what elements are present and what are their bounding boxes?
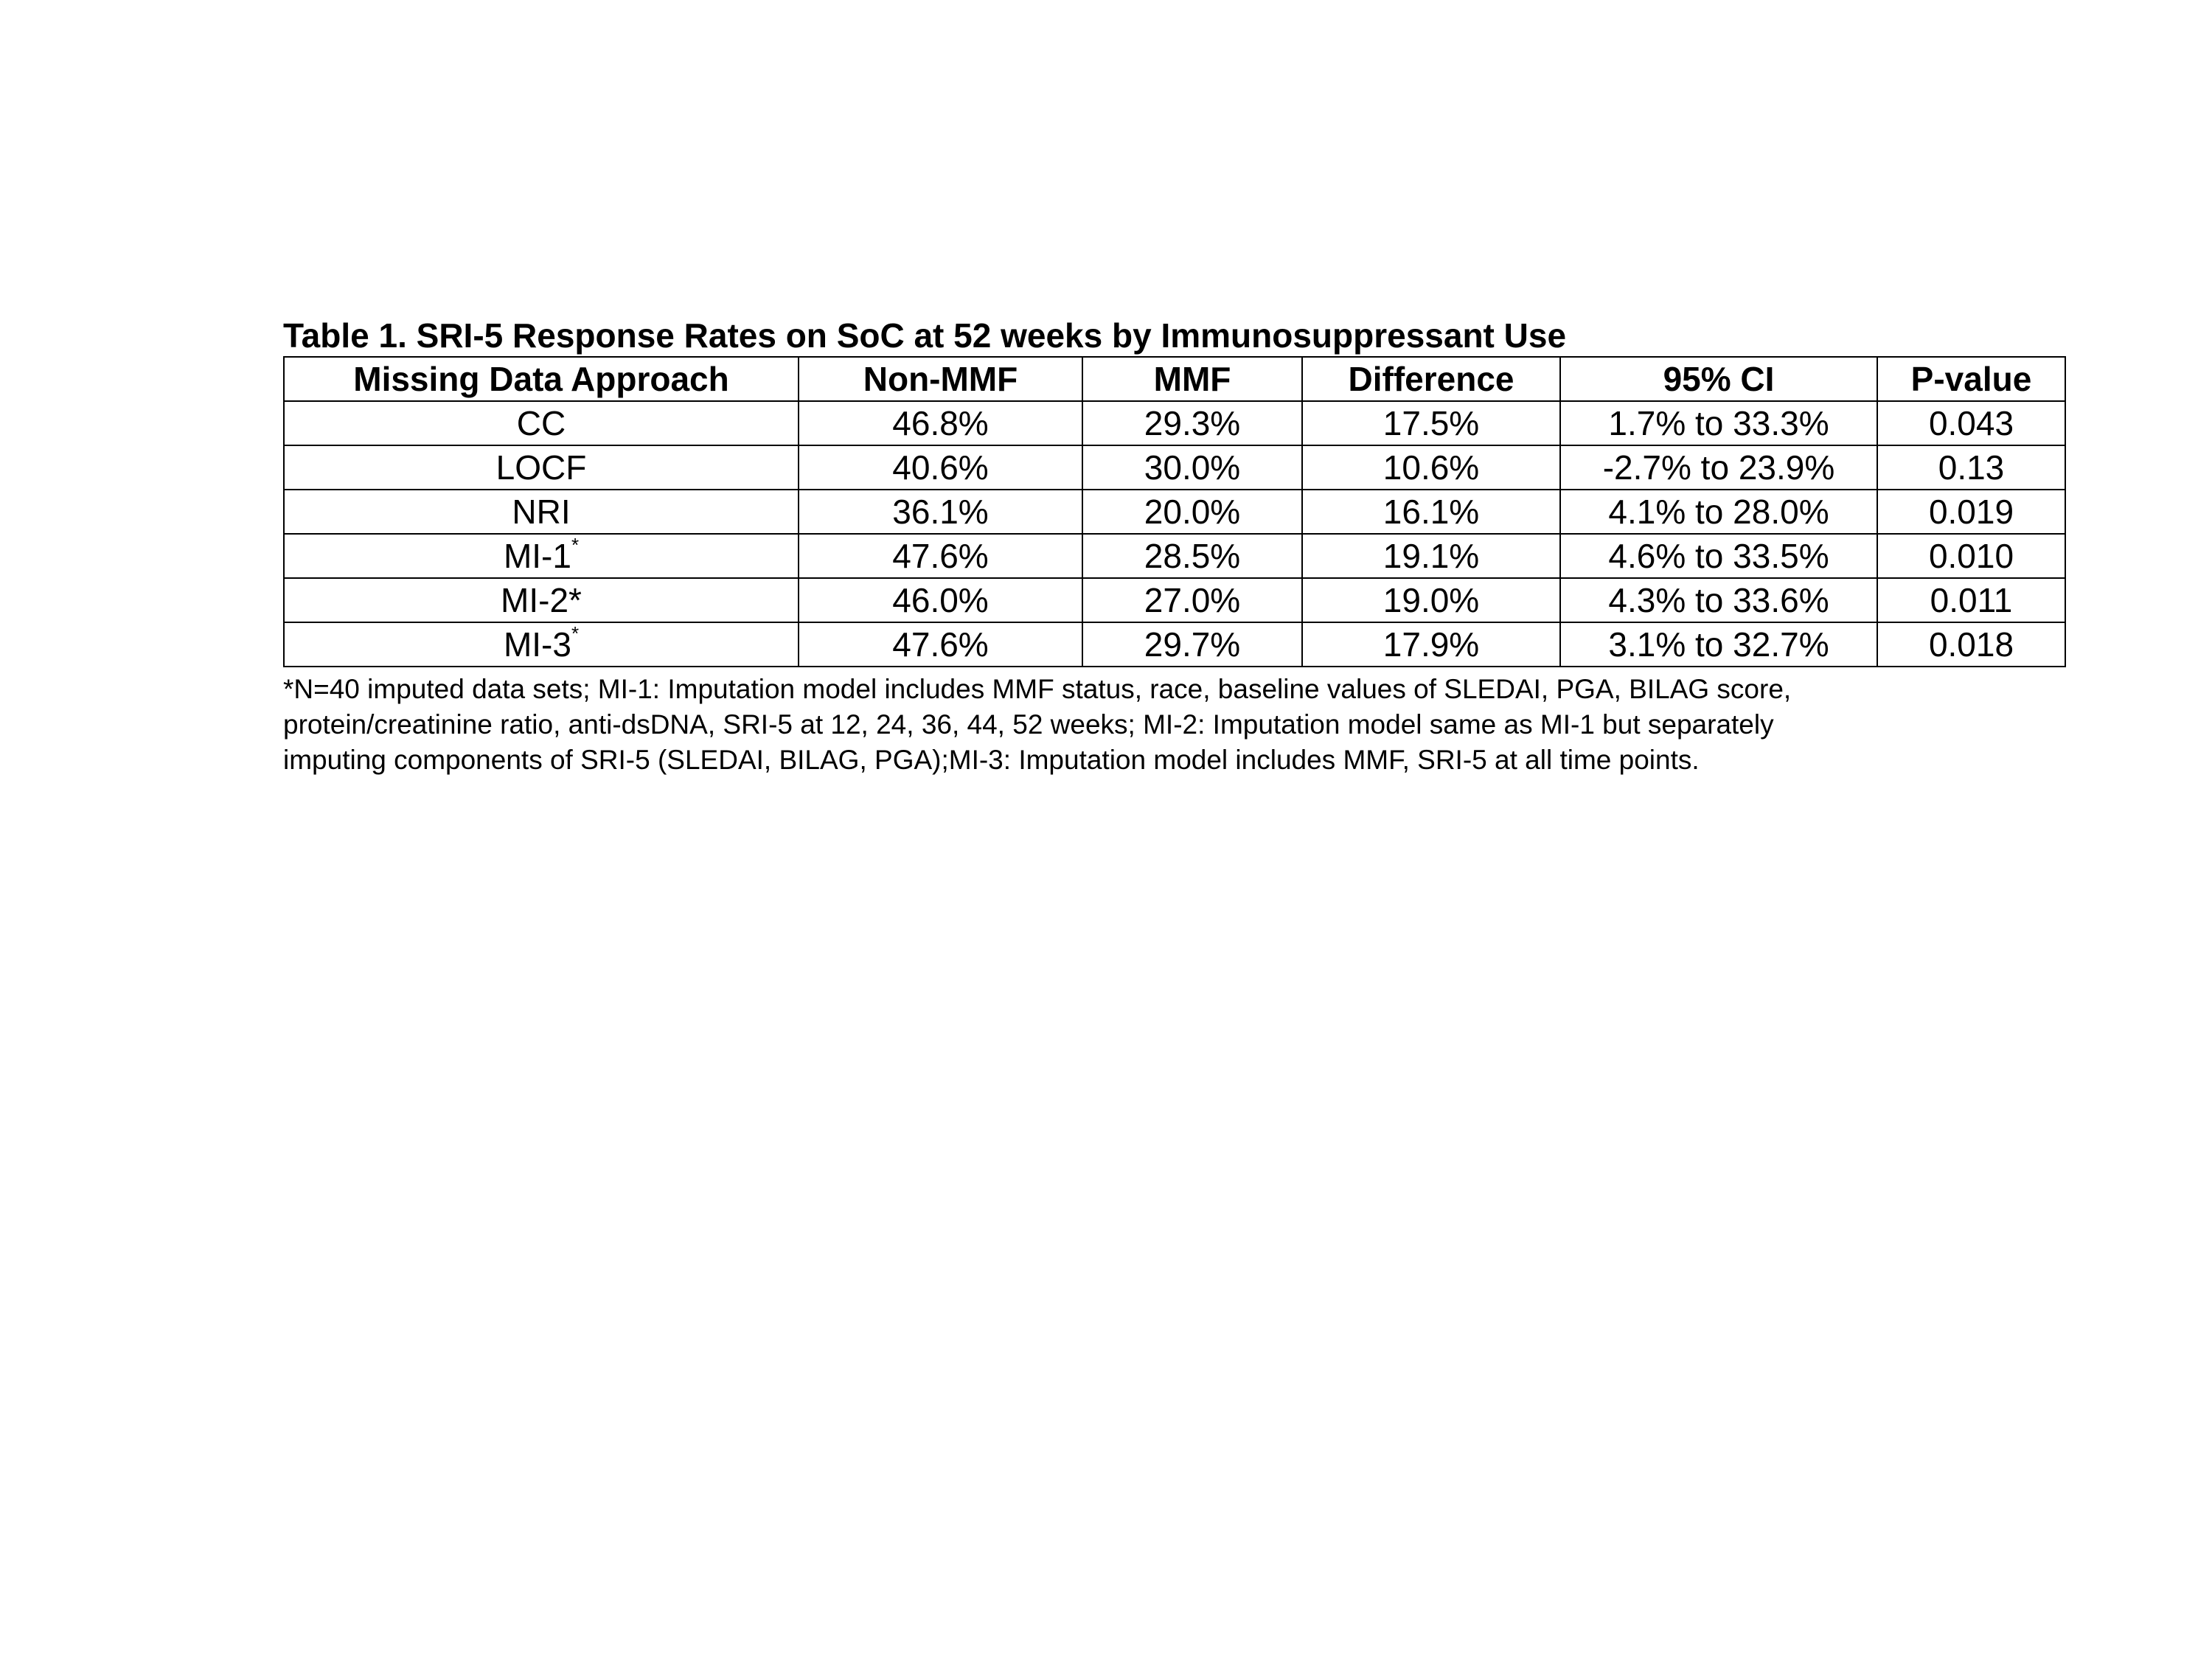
p-value-cell: 0.010 — [1877, 534, 2065, 578]
ci-cell: 4.6% to 33.5% — [1560, 534, 1877, 578]
table-row — [284, 622, 2065, 667]
column-header-mmf: MMF — [1082, 357, 1302, 401]
p-value-cell: 0.011 — [1877, 578, 2065, 622]
non-mmf-cell: 46.8% — [799, 401, 1082, 445]
approach-cell — [284, 490, 799, 534]
approach-cell — [284, 622, 799, 667]
table-footnote — [283, 672, 2065, 778]
approach-cell — [284, 578, 799, 622]
table-row — [284, 578, 2065, 622]
ci-cell: 3.1% to 32.7% — [1560, 622, 1877, 667]
footnote-line: *N=40 imputed data sets; MI-1: Imputation model includes MMF status, race, baseline values of SLEDAI, PGA, BILAG score, — [283, 674, 1792, 704]
document-page — [283, 315, 2065, 778]
column-header-ci: 95% CI — [1560, 357, 1877, 401]
approach-label: LOCF — [495, 448, 587, 487]
difference-cell: 19.0% — [1302, 578, 1560, 622]
approach-cell — [284, 401, 799, 445]
p-value-cell: 0.018 — [1877, 622, 2065, 667]
ci-cell: -2.7% to 23.9% — [1560, 445, 1877, 490]
ci-cell: 4.3% to 33.6% — [1560, 578, 1877, 622]
mmf-cell: 27.0% — [1082, 578, 1302, 622]
p-value-cell: 0.019 — [1877, 490, 2065, 534]
mmf-cell: 28.5% — [1082, 534, 1302, 578]
footnote-line: protein/creatinine ratio, anti-dsDNA, SRI-5 at 12, 24, 36, 44, 52 weeks; MI-2: Imputation model same as MI-1 but separately — [283, 709, 1774, 740]
approach-cell — [284, 445, 799, 490]
difference-cell: 10.6% — [1302, 445, 1560, 490]
results-table — [283, 356, 2066, 667]
non-mmf-cell: 36.1% — [799, 490, 1082, 534]
table-row — [284, 534, 2065, 578]
footnote-line: imputing components of SRI-5 (SLEDAI, BILAG, PGA);MI-3: Imputation model includes MMF, SRI-5 at all time points. — [283, 745, 1700, 775]
table-row — [284, 490, 2065, 534]
non-mmf-cell: 47.6% — [799, 622, 1082, 667]
table-header-row — [284, 357, 2065, 401]
mmf-cell: 29.3% — [1082, 401, 1302, 445]
column-header-non-mmf: Non-MMF — [799, 357, 1082, 401]
mmf-cell: 29.7% — [1082, 622, 1302, 667]
non-mmf-cell: 40.6% — [799, 445, 1082, 490]
mmf-cell: 30.0% — [1082, 445, 1302, 490]
approach-label: CC — [516, 404, 566, 442]
footnote-marker: * — [571, 622, 580, 644]
approach-label: MI-2* — [501, 581, 582, 619]
table-row — [284, 401, 2065, 445]
approach-cell — [284, 534, 799, 578]
approach-label: MI-3 — [503, 625, 571, 664]
p-value-cell: 0.043 — [1877, 401, 2065, 445]
ci-cell: 4.1% to 28.0% — [1560, 490, 1877, 534]
table-row — [284, 445, 2065, 490]
difference-cell: 16.1% — [1302, 490, 1560, 534]
approach-label: MI-1 — [503, 537, 571, 575]
table-title: Table 1. SRI-5 Response Rates on SoC at 52 weeks by Immunosuppressant Use — [283, 316, 1567, 355]
difference-cell: 19.1% — [1302, 534, 1560, 578]
difference-cell: 17.5% — [1302, 401, 1560, 445]
difference-cell: 17.9% — [1302, 622, 1560, 667]
footnote-marker: * — [571, 534, 580, 556]
ci-cell: 1.7% to 33.3% — [1560, 401, 1877, 445]
mmf-cell: 20.0% — [1082, 490, 1302, 534]
column-header-difference: Difference — [1302, 357, 1560, 401]
non-mmf-cell: 46.0% — [799, 578, 1082, 622]
non-mmf-cell: 47.6% — [799, 534, 1082, 578]
column-header-p-value: P-value — [1877, 357, 2065, 401]
column-header-approach: Missing Data Approach — [284, 357, 799, 401]
approach-label: NRI — [512, 493, 571, 531]
p-value-cell: 0.13 — [1877, 445, 2065, 490]
